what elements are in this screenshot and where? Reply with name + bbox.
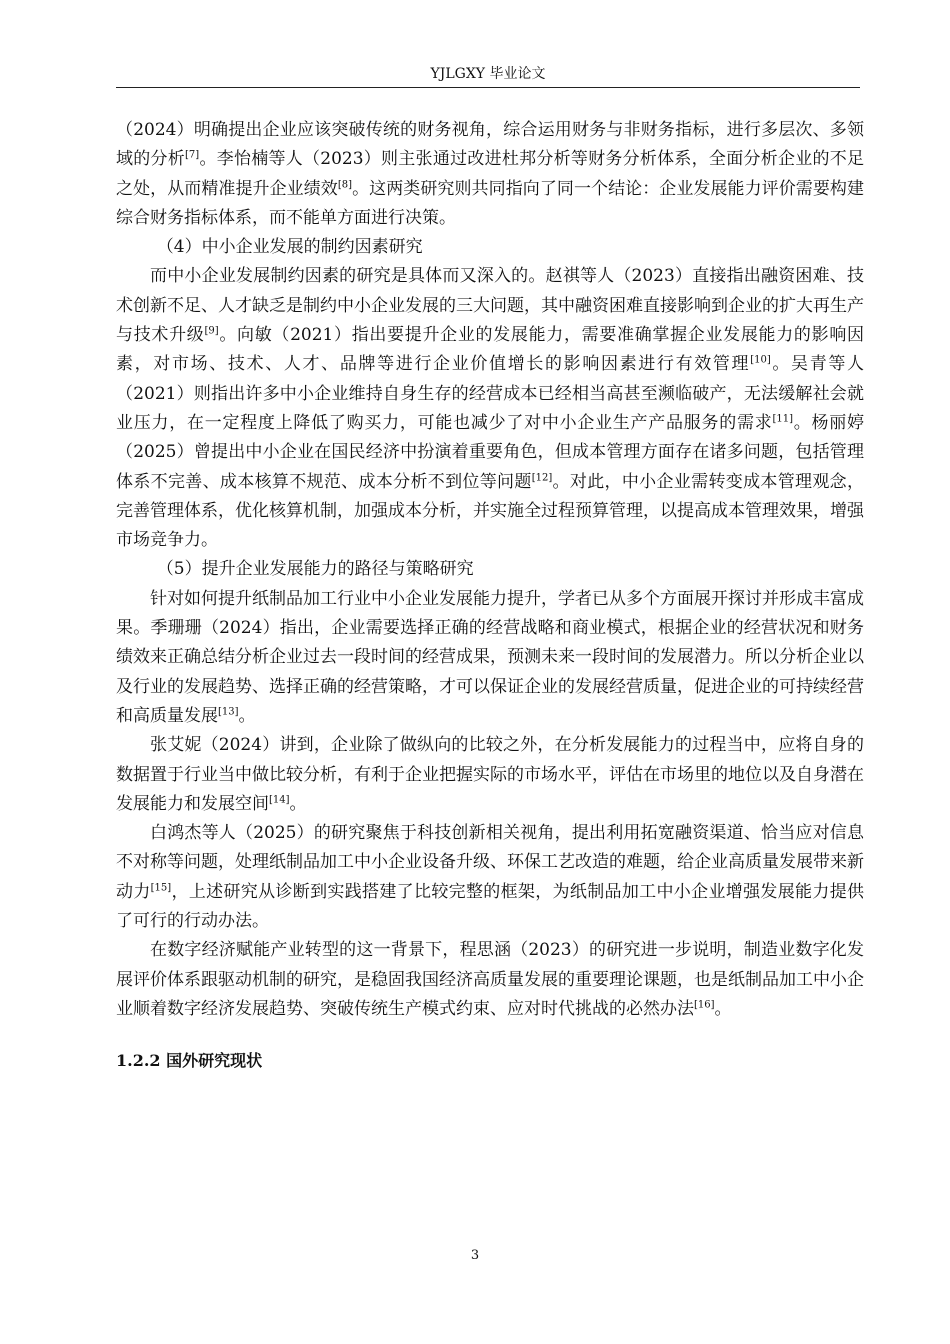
citation[interactable]: [16] [694,999,715,1011]
citation[interactable]: [14] [269,794,290,806]
paragraph: 张艾妮（2024）讲到，企业除了做纵向的比较之外，在分析发展能力的过程当中，应将自身的数据置于行业当中做比较分析，有利于企业把握实际的市场水平，评估在市场里的地位以及自身潜在发展能力和发展空间[14]。 [116,735,864,814]
paragraph: （2024）明确提出企业应该突破传统的财务视角，综合运用财务与非财务指标，进行多层次、多领域的分析[7]。李怡楠等人（2023）则主张通过改进杜邦分析等财务分析体系，全面分析企业的不足之处，从而精准提升企业绩效[8]。这两类研究则共同指向了同一个结论：企业发展能力评价需要构建综合财务指标体系，而不能单方面进行决策。 [116,120,865,228]
subheading: （5）提升企业发展能力的路径与策略研究 [156,559,474,580]
paragraph: 针对如何提升纸制品加工行业中小企业发展能力提升，学者已从多个方面展开探讨并形成丰富成果。季珊珊（2024）指出，企业需要选择正确的经营战略和商业模式，根据企业的经营状况和财务绩效来正确总结分析企业过去一段时间的经营成果，预测未来一段时间的发展潜力。所以分析企业以及行业的发展趋势、选择正确的经营策略，才可以保证企业的发展经营质量，促进企业的可持续经营和高质量发展[13]。 [116,588,864,726]
citation[interactable]: [7] [185,149,200,161]
page-header: YJLGXY 毕业论文 [430,66,546,82]
citation[interactable]: [13] [218,706,239,718]
citation[interactable]: [12] [531,471,553,483]
section-heading: 1.2.2 国外研究现状 [116,1051,263,1071]
paragraph: 白鸿杰等人（2025）的研究聚焦于科技创新相关视角，提出利用拓宽融资渠道、恰当应对信息不对称等问题，处理纸制品加工中小企业设备升级、环保工艺改造的难题，给企业高质量发展带来新动力[15]，上述研究从诊断到实践搭建了比较完整的框架，为纸制品加工中小企业增强发展能力提供了可行的行动办法。 [116,823,865,932]
citation[interactable]: [8] [337,178,353,190]
header-divider [116,87,860,88]
paragraph: 而中小企业发展制约因素的研究是具体而又深入的。赵祺等人（2023）直接指出融资困难、技术创新不足、人才缺乏是制约中小企业发展的三大问题，其中融资困难直接影响到企业的扩大再生产与技术升级[9]。向敏（2021）指出要提升企业的发展能力，需要准确掌握企业发展能力的影响因素，对市场、技术、人才、品牌等进行企业价值增长的影响因素进行有效管理[10]。吴青等人（2021）则指出许多中小企业维持自身生存的经营成本已经相当高甚至濒临破产，无法缓解社会就业压力，在一定程度上降低了购买力，可能也减少了对中小企业生产产品服务的需求[11]。杨丽婷（2025）曾提出中小企业在国民经济中扮演着重要角色，但成本管理方面存在诸多问题，包括管理体系不完善、成本核算不规范、成本分析不到位等问题[12]。对此，中小企业需转变成本管理观念，完善管理体系，优化核算机制，加强成本分析，并实施全过程预算管理，以提高成本管理效果，增强市场竞争力。 [116,266,865,551]
citation[interactable]: [15] [150,882,172,894]
citation[interactable]: [11] [772,413,794,425]
citation[interactable]: [9] [204,325,219,337]
subheading: （4）中小企业发展的制约因素研究 [156,237,423,258]
citation[interactable]: [10] [750,354,771,366]
page-number: 3 [470,1248,480,1263]
paragraph: 在数字经济赋能产业转型的这一背景下，程思涵（2023）的研究进一步说明，制造业数字化发展评价体系跟驱动机制的研究，是稳固我国经济高质量发展的重要理论课题，也是纸制品加工中小企业顺着数字经济发展趋势、突破传统生产模式约束、应对时代挑战的必然办法[16]。 [116,940,864,1019]
body-text [116,116,864,1076]
